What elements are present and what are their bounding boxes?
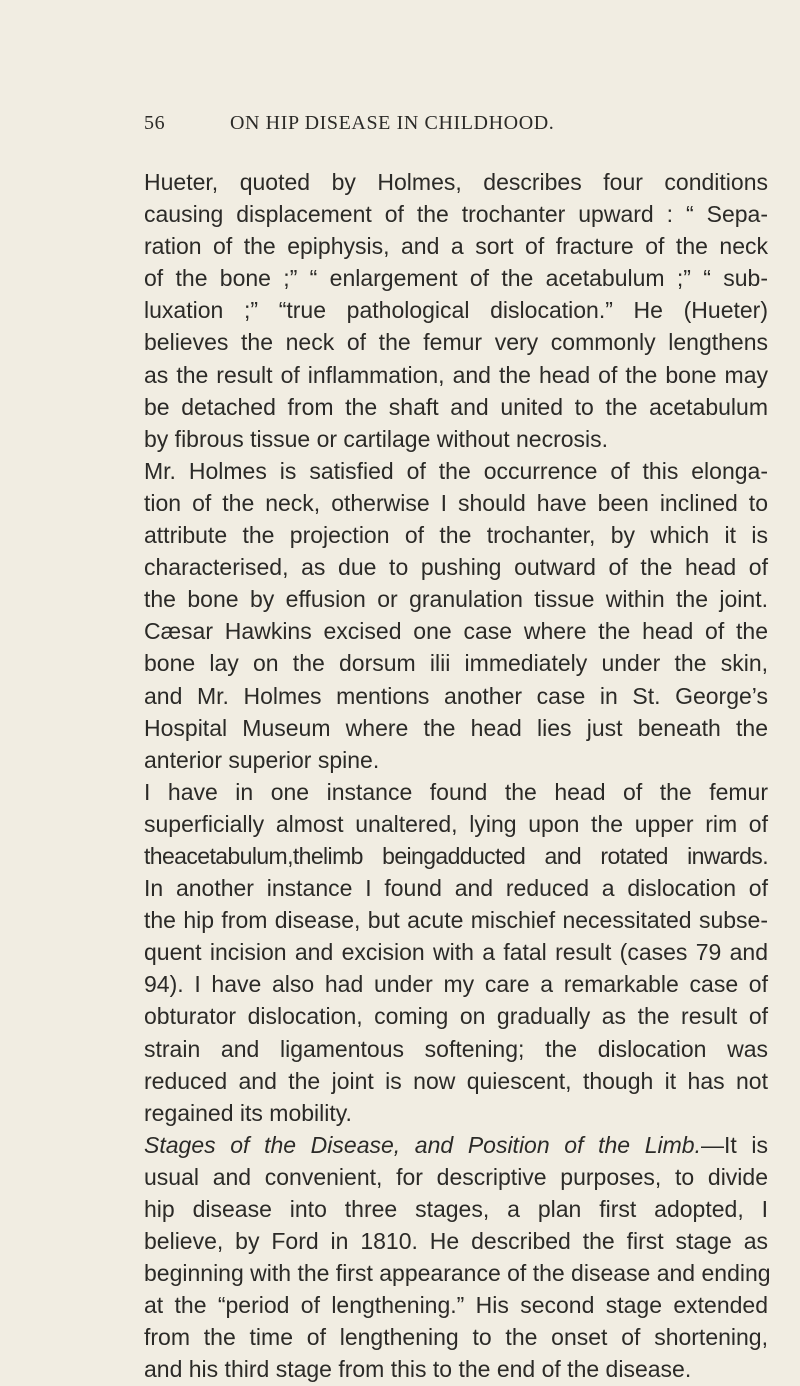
text-line: be detached from the shaft and united to the acetabulum (144, 393, 768, 420)
text-line: obturator dislocation, coming on gradually as the result of (144, 1003, 768, 1030)
text-line: reduced and the joint is now quiescent, though it has not (144, 1067, 768, 1094)
text-line: the bone by effusion or granulation tissue within the joint. (144, 586, 768, 613)
stages-line (144, 1129, 768, 1161)
text-line: beginning with the first appearance of the disease and ending (144, 1260, 771, 1287)
text-line: from the time of lengthening to the onset of shortening, (144, 1324, 768, 1351)
text-line: and Mr. Holmes mentions another case in St. George’s (144, 682, 768, 709)
text-line: causing displacement of the trochanter upward : “ Sepa- (144, 201, 768, 228)
text-line: the hip from disease, but acute mischief necessitated subse- (144, 907, 768, 934)
text-line: characterised, as due to pushing outward of the head of (144, 554, 768, 581)
text-line: Hueter, quoted by Holmes, describes four conditions (144, 169, 768, 195)
text-line: ration of the epiphysis, and a sort of fracture of the neck (144, 233, 768, 260)
text-line: as the result of inflammation, and the head of the bone may (144, 361, 768, 388)
text-line: believes the neck of the femur very commonly lengthens (144, 329, 768, 356)
text-line: regained its mobility. (144, 1099, 352, 1126)
text-line: strain and ligamentous softening; the dislocation was (144, 1035, 768, 1062)
text-line: at the “period of lengthening.” His second stage extended (144, 1292, 768, 1319)
text-line: by fibrous tissue or cartilage without necrosis. (144, 425, 609, 452)
text-line: luxation ;” “true pathological dislocation.” He (Hueter) (144, 297, 768, 324)
text-line: tion of the neck, otherwise I should have been inclined to (144, 489, 768, 516)
text-line: and his third stage from this to the end of the disease. (144, 1356, 692, 1383)
text-line: theacetabulum,thelimb beingadducted and rotated inwards. (144, 842, 768, 869)
page-number: 56 (144, 112, 166, 134)
text-line: Mr. Holmes is satisfied of the occurrence of this elonga- (144, 457, 768, 484)
text-line: 94). I have also had under my care a remarkable case of (144, 971, 768, 998)
text-line: believe, by Ford in 1810. He described the first stage as (144, 1228, 768, 1255)
text-line: Hospital Museum where the head lies just beneath the (144, 714, 768, 741)
text-line: of the bone ;” “ enlargement of the acetabulum ;” “ sub- (144, 265, 768, 292)
text-line: I have in one instance found the head of the femur (144, 778, 768, 805)
text-line: attribute the projection of the trochanter, by which it is (144, 522, 768, 549)
text-line: Cæsar Hawkins excised one case where the head of the (144, 618, 768, 645)
running-head: ON HIP DISEASE IN CHILDHOOD. (230, 112, 555, 134)
text-line: superficially almost unaltered, lying upon the upper rim of (144, 810, 768, 837)
text-line: bone lay on the dorsum ilii immediately under the skin, (144, 650, 768, 677)
text-line: In another instance I found and reduced a dislocation of (144, 875, 768, 902)
body-text (144, 166, 771, 1386)
page-header (144, 100, 764, 140)
text-line: anterior superior spine. (144, 746, 380, 773)
stages-heading-tail: —It is (700, 1131, 768, 1158)
text-line: quent incision and excision with a fatal result (cases 79 and (144, 939, 768, 966)
text-line: hip disease into three stages, a plan first adopted, I (144, 1196, 768, 1222)
stages-heading: Stages of the Disease, and Position of the Limb. (144, 1131, 701, 1158)
text-line: usual and convenient, for descriptive purposes, to divide (144, 1163, 768, 1190)
